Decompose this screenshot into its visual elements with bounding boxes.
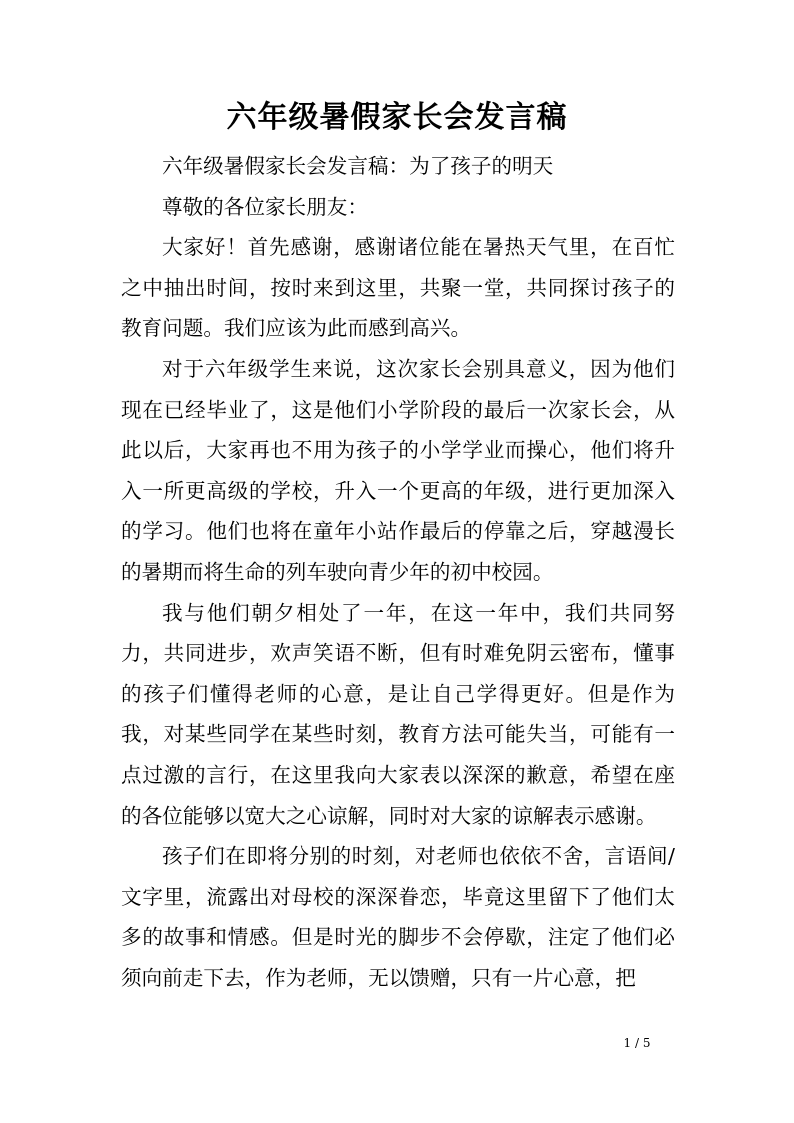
paragraph-reflection: 我与他们朝夕相处了一年，在这一年中，我们共同努力，共同进步，欢声笑语不断，但有时难免阴云密布，懂事的孩子们懂得老师的心意，是让自己学得更好。但是作为我，对某些同学在某些时刻，教育方法可能失当，可能有一点过激的言行，在这里我向大家表以深深的歉意，希望在座的各位能够以宽大之心谅解，同时对大家的谅解表示感谢。 <box>121 600 675 828</box>
document-body <box>121 140 675 998</box>
paragraph-greeting: 大家好！首先感谢，感谢诸位能在暑热天气里，在百忙之中抽出时间，按时来到这里，共聚一堂，共同探讨孩子的教育问题。我们应该为此而感到高兴。 <box>121 235 675 341</box>
paragraph-salutation: 尊敬的各位家长朋友： <box>162 194 368 219</box>
paragraph-subtitle: 六年级暑假家长会发言稿：为了孩子的明天 <box>162 154 554 178</box>
page-number: 1 / 5 <box>623 1036 651 1050</box>
paragraph-significance: 对于六年级学生来说，这次家长会别具意义，因为他们现在已经毕业了，这是他们小学阶段的最后一次家长会，从此以后，大家再也不用为孩子的小学学业而操心，他们将升入一所更高级的学校，升入一个更高的年级，进行更加深入的学习。他们也将在童年小站作最后的停靠之后，穿越漫长的暑期而将生命的列车驶向青少年的初中校园。 <box>121 356 675 584</box>
document-title: 六年级暑假家长会发言稿 <box>226 100 568 135</box>
paragraph-farewell: 孩子们在即将分别的时刻，对老师也依依不舍，言语间/文字里，流露出对母校的深深眷恋，毕竟这里留下了他们太多的故事和情感。但是时光的脚步不会停歇，注定了他们必须向前走下去，作为老师，无以馈赠，只有一片心意，把 <box>121 844 675 990</box>
